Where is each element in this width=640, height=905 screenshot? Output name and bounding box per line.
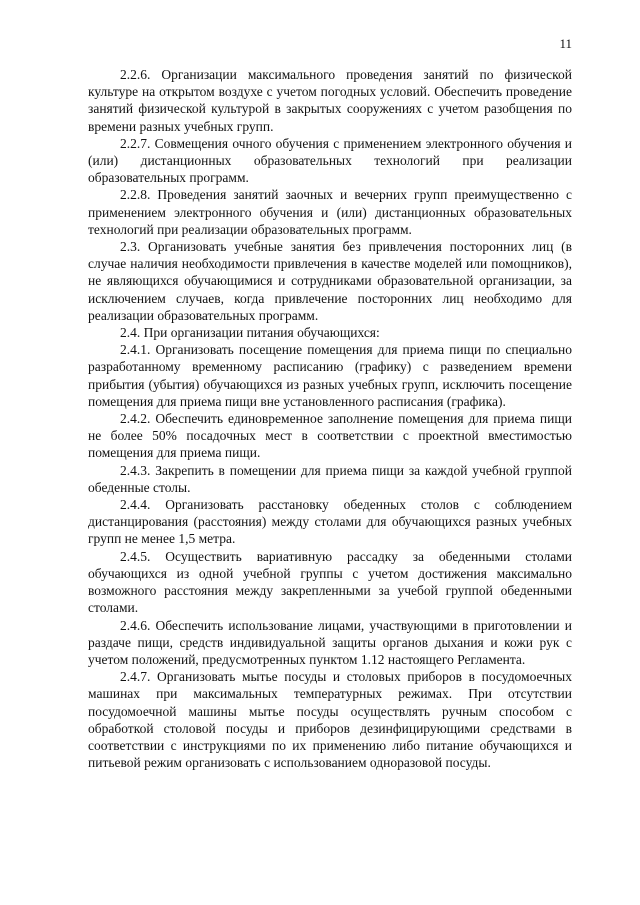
paragraph-2-3: 2.3. Организовать учебные занятия без привлечения посторонних лиц (в случае наличия необходимости привлечения в качестве моделей или помощников), не являющихся обучающимися и сотрудниками образовательной организации, за исключением случаев, когда привлечение посторонних лиц необходимо для реализации образовательных программ.: [88, 239, 572, 323]
paragraph-2-4-1: 2.4.1. Организовать посещение помещения для приема пищи по специально разработанному временному расписанию (графику) с разведением времени прибытия (убытия) обучающихся из разных учебных групп, исключить посещение помещения для приема пищи вне установленного расписания (графика).: [88, 342, 572, 409]
paragraph-2-4-6: 2.4.6. Обеспечить использование лицами, участвующими в приготовлении и раздаче пищи, средств индивидуальной защиты органов дыхания и кожи рук с учетом положений, предусмотренных пунктом 1.12 настоящего Регламента.: [88, 617, 572, 667]
paragraph-2-2-7: 2.2.7. Совмещения очного обучения с применением электронного обучения и (или) дистанционных образовательных технологий при реализации образовательных программ.: [88, 135, 572, 186]
paragraph-2-2-8: 2.2.8. Проведения занятий заочных и вечерних групп преимущественно с применением электронного обучения и (или) дистанционных образовательных технологий при реализации образовательных программ.: [88, 187, 572, 237]
paragraph-2-4-3: 2.4.3. Закрепить в помещении для приема пищи за каждой учебной группой обеденные столы.: [88, 462, 572, 495]
paragraph-2-4-7: 2.4.7. Организовать мытье посуды и столовых приборов в посудомоечных машинах при максимальных температурных режимах. При отсутствии посудомоечной машины мытье посуды осуществлять ручным способом с обработкой столовой посуды и приборов дезинфицирующими средствами в соответствии с инструкциями по их применению либо питание обучающихся и питьевой режим организовать с использованием одноразовой посуды.: [88, 669, 572, 771]
paragraph-2-4: 2.4. При организации питания обучающихся:: [120, 325, 380, 341]
page-number: 11: [559, 36, 572, 51]
paragraph-2-2-6: 2.2.6. Организации максимального проведения занятий по физической культуре на открытом воздухе с учетом погодных условий. Обеспечить проведение занятий физической культурой в закрытых сооружениях с учетом разобщения по времени разных учебных групп.: [88, 67, 572, 134]
paragraph-2-4-4: 2.4.4. Организовать расстановку обеденных столов с соблюдением дистанцирования (расстояния) между столами для обучающихся разных учебных групп не менее 1,5 метра.: [88, 497, 572, 547]
paragraph-2-4-5: 2.4.5. Осуществить вариативную рассадку за обеденными столами обучающихся из одной учебной группы с учетом достижения максимально возможного расстояния между закрепленными за учебой группой обеденными столами.: [88, 548, 572, 616]
document-body: [88, 66, 572, 771]
paragraph-2-4-2: 2.4.2. Обеспечить единовременное заполнение помещения для приема пищи не более 50% посадочных мест в соответствии с проектной вместимостью помещения для приема пищи.: [88, 411, 572, 461]
